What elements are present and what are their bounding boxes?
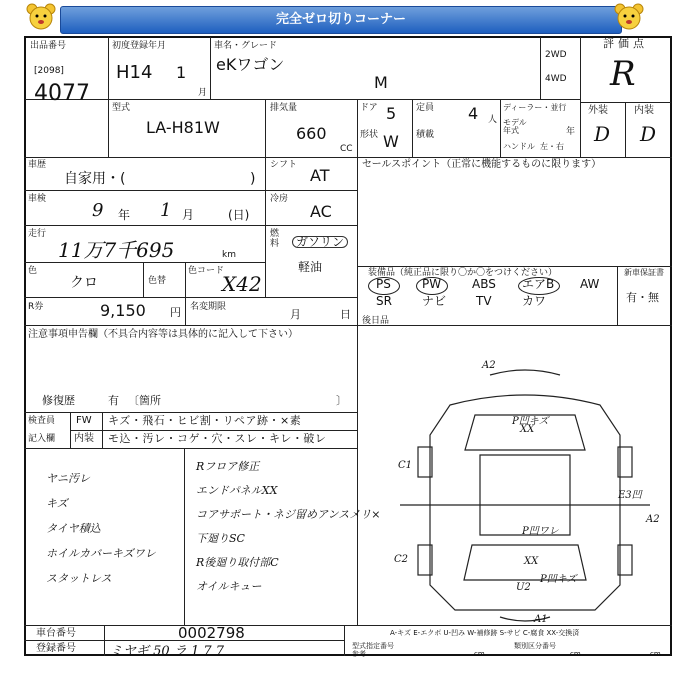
equipment-title: 装備品（純正品に限り〇か〇をつけください） [368, 268, 558, 278]
name-change-day: 日 [340, 308, 351, 321]
inspection-year: 9 [92, 200, 104, 221]
rating-value: R [610, 54, 636, 94]
pw-circle-icon [416, 277, 448, 295]
ps-circle-icon [368, 277, 400, 295]
equipment-item-カワ: カワ [522, 294, 547, 308]
usage-value: 自家用・( [64, 171, 126, 187]
capacity-unit: 人 [488, 115, 498, 125]
interior-label: 内装 [634, 105, 654, 116]
diagram-mark: A2 [482, 360, 496, 371]
door-value: 5 [386, 104, 397, 123]
capacity-value: 4 [468, 104, 479, 123]
diagram-mark: C1 [398, 460, 413, 471]
exterior-label: 外装 [588, 105, 608, 116]
registration-value: ミヤギ 50 ラ 1 7 7 [110, 644, 225, 659]
interior-grade: D [640, 122, 657, 146]
diagram-mark: A1 [534, 614, 548, 625]
cm-unit-1: cm [474, 650, 485, 658]
diagram-mark: C2 [394, 554, 409, 565]
banner-title: 完全ゼロ切りコーナー [60, 6, 622, 34]
equipment-item-tv: TV [476, 294, 492, 308]
r-ticket-value: 9,150 [100, 301, 146, 320]
mascot-bear-right-icon [614, 3, 644, 31]
mileage-unit: km [222, 250, 236, 260]
inspector-label-2: 記入欄 [28, 434, 56, 444]
handle-label: ハンドル [503, 142, 535, 151]
grade: M [374, 73, 388, 92]
model-label: 車名・グレード [214, 41, 278, 51]
handwritten-note: キズ [46, 497, 68, 510]
fuel-diesel: 軽油 [298, 260, 323, 274]
warranty-label: 新車保証書 [624, 268, 664, 277]
diagram-mark: P凹キズ [540, 574, 577, 585]
handwritten-note: タイヤ積込 [46, 522, 101, 535]
name-change-label: 名変期限 [190, 302, 227, 312]
handwritten-note: Rフロア修正 [196, 460, 260, 473]
displacement-unit: CC [340, 144, 353, 154]
handwritten-note: オイルキュー [196, 580, 262, 593]
inspector-label-1: 検査員 [28, 416, 56, 426]
equipment-item-ps: PS [376, 277, 391, 291]
airbag-circle-icon [518, 277, 560, 295]
type-label: 型式 [112, 103, 131, 113]
after-items-label: 後日品 [362, 316, 390, 326]
lot-code: [2098] [34, 66, 64, 76]
color-change-label: 色替 [148, 276, 167, 286]
repair-value: 有 [108, 394, 119, 407]
inspector-fw: FW [76, 415, 92, 426]
inspection-month-unit: 月 [182, 208, 195, 222]
damage-legend: A-キズ E-エクボ U-凹み W-補修跡 S-サビ C-腐食 XX-交換済 [390, 629, 580, 637]
equipment-item-sr: SR [376, 294, 392, 308]
inspection-year-unit: 年 [118, 208, 131, 222]
equipment-item-aw: AW [580, 277, 600, 291]
capacity-label: 定員 [416, 103, 435, 113]
shift-label: シフト [270, 160, 298, 170]
repair-label: 修復歴 [42, 394, 75, 407]
name-change-month: 月 [290, 308, 301, 321]
lot-label: 出品番号 [30, 41, 67, 51]
handwritten-note: 下廻りSC [196, 532, 245, 545]
color-code-label: 色コード [188, 266, 225, 276]
cm-unit-3: cm [650, 650, 661, 658]
color-label: 色 [28, 266, 38, 276]
usage-label: 車歴 [28, 160, 47, 170]
model-id-label: 型式指定番号 [352, 642, 394, 650]
lot-number: 4077 [34, 81, 90, 106]
shape-label: 形状 [360, 130, 379, 140]
first-reg-label: 初度登録年月 [112, 41, 167, 51]
model-year-label: モデル年式 [503, 118, 527, 135]
diagram-mark: P凹ワレ [522, 526, 559, 537]
mileage-label: 走行 [28, 229, 47, 239]
diagram-mark: E3凹 [618, 490, 642, 501]
mascot-bear-left-icon [26, 3, 56, 31]
type-value: LA-H81W [146, 118, 220, 137]
reference-label: 参考 [352, 650, 366, 658]
handwritten-note: ヤニ汚レ [46, 472, 90, 485]
ac-value: AC [310, 202, 332, 221]
diagram-mark: U2 [516, 582, 531, 593]
equipment-item-pw: PW [422, 277, 442, 291]
mileage-value: 11万7千695 [58, 238, 175, 262]
repair-place: 〔箇所 [128, 394, 161, 407]
model-year-unit: 年 [566, 127, 576, 137]
cm-unit-2: cm [570, 650, 581, 658]
chassis-label: 車台番号 [36, 628, 76, 639]
r-ticket-unit: 円 [170, 306, 181, 319]
shape-value: W [383, 132, 399, 151]
sales-point-label: セールスポイント（正常に機能するものに限ります） [362, 159, 602, 170]
inspection-month: 1 [160, 200, 172, 221]
equipment-item-abs: ABS [472, 277, 496, 291]
notes-title: 注意事項申告欄（不具合内容等は具体的に記入して下さい） [28, 329, 298, 340]
handwritten-note: エンドパネルXX [196, 484, 278, 497]
handwritten-note: コアサポート・ネジ留めアンスメリ× [196, 508, 381, 521]
shift-value: AT [310, 166, 330, 185]
door-label: ドア [360, 103, 378, 113]
diagram-mark: A2 [646, 514, 660, 525]
inspector-row-2: モ込・汚レ・コゲ・穴・スレ・キレ・破レ [108, 432, 327, 445]
first-reg-era: H14 [116, 62, 153, 83]
handwritten-note: スタットレス [46, 572, 112, 585]
inspection-label: 車検 [28, 194, 47, 204]
fuel-label: 燃料 [270, 229, 280, 249]
registration-label: 登録番号 [36, 643, 76, 654]
ac-label: 冷房 [270, 194, 289, 204]
r-ticket-label: R券 [28, 302, 44, 312]
model-name: eKワゴン [216, 55, 285, 74]
rating-label: 評価点 [603, 37, 648, 50]
inspection-day-unit: (日) [228, 208, 250, 222]
exterior-grade: D [594, 122, 611, 146]
warranty-value: 有・無 [626, 291, 659, 304]
drive-2wd: 2WD [545, 50, 567, 60]
handle-value: 左・右 [540, 142, 564, 151]
fuel-gasoline: ガソリン [292, 236, 348, 248]
repair-close: 〕 [336, 394, 347, 407]
equipment-item-ナビ: ナビ [422, 294, 447, 308]
color-code-value: X42 [222, 272, 262, 296]
class-label: 類別区分番号 [514, 642, 556, 650]
diagram-mark: P凹キズ [512, 416, 549, 427]
first-reg-month-unit: 月 [198, 88, 208, 98]
handwritten-note: ホイルカバーキズワレ [46, 547, 156, 560]
equipment-item-エアb: エアB [522, 277, 555, 291]
drive-4wd: 4WD [545, 74, 567, 84]
displacement-label: 排気量 [270, 103, 298, 113]
handwritten-note: R後廻り取付部C [196, 556, 279, 569]
dealer-label: ディーラー・並行 [503, 103, 567, 112]
displacement-value: 660 [296, 124, 327, 143]
first-reg-month: 1 [176, 63, 187, 82]
inspector-interior: 内装 [74, 433, 94, 444]
color-value: クロ [70, 275, 98, 291]
diagram-mark: XX [520, 424, 535, 435]
diagram-mark: XX [524, 556, 539, 567]
usage-close: ) [250, 171, 256, 187]
inspector-row-1: キズ・飛石・ヒビ割・リペア跡・×素 [108, 414, 302, 427]
chassis-value: 0002798 [178, 624, 245, 642]
load-label: 積載 [416, 130, 435, 140]
